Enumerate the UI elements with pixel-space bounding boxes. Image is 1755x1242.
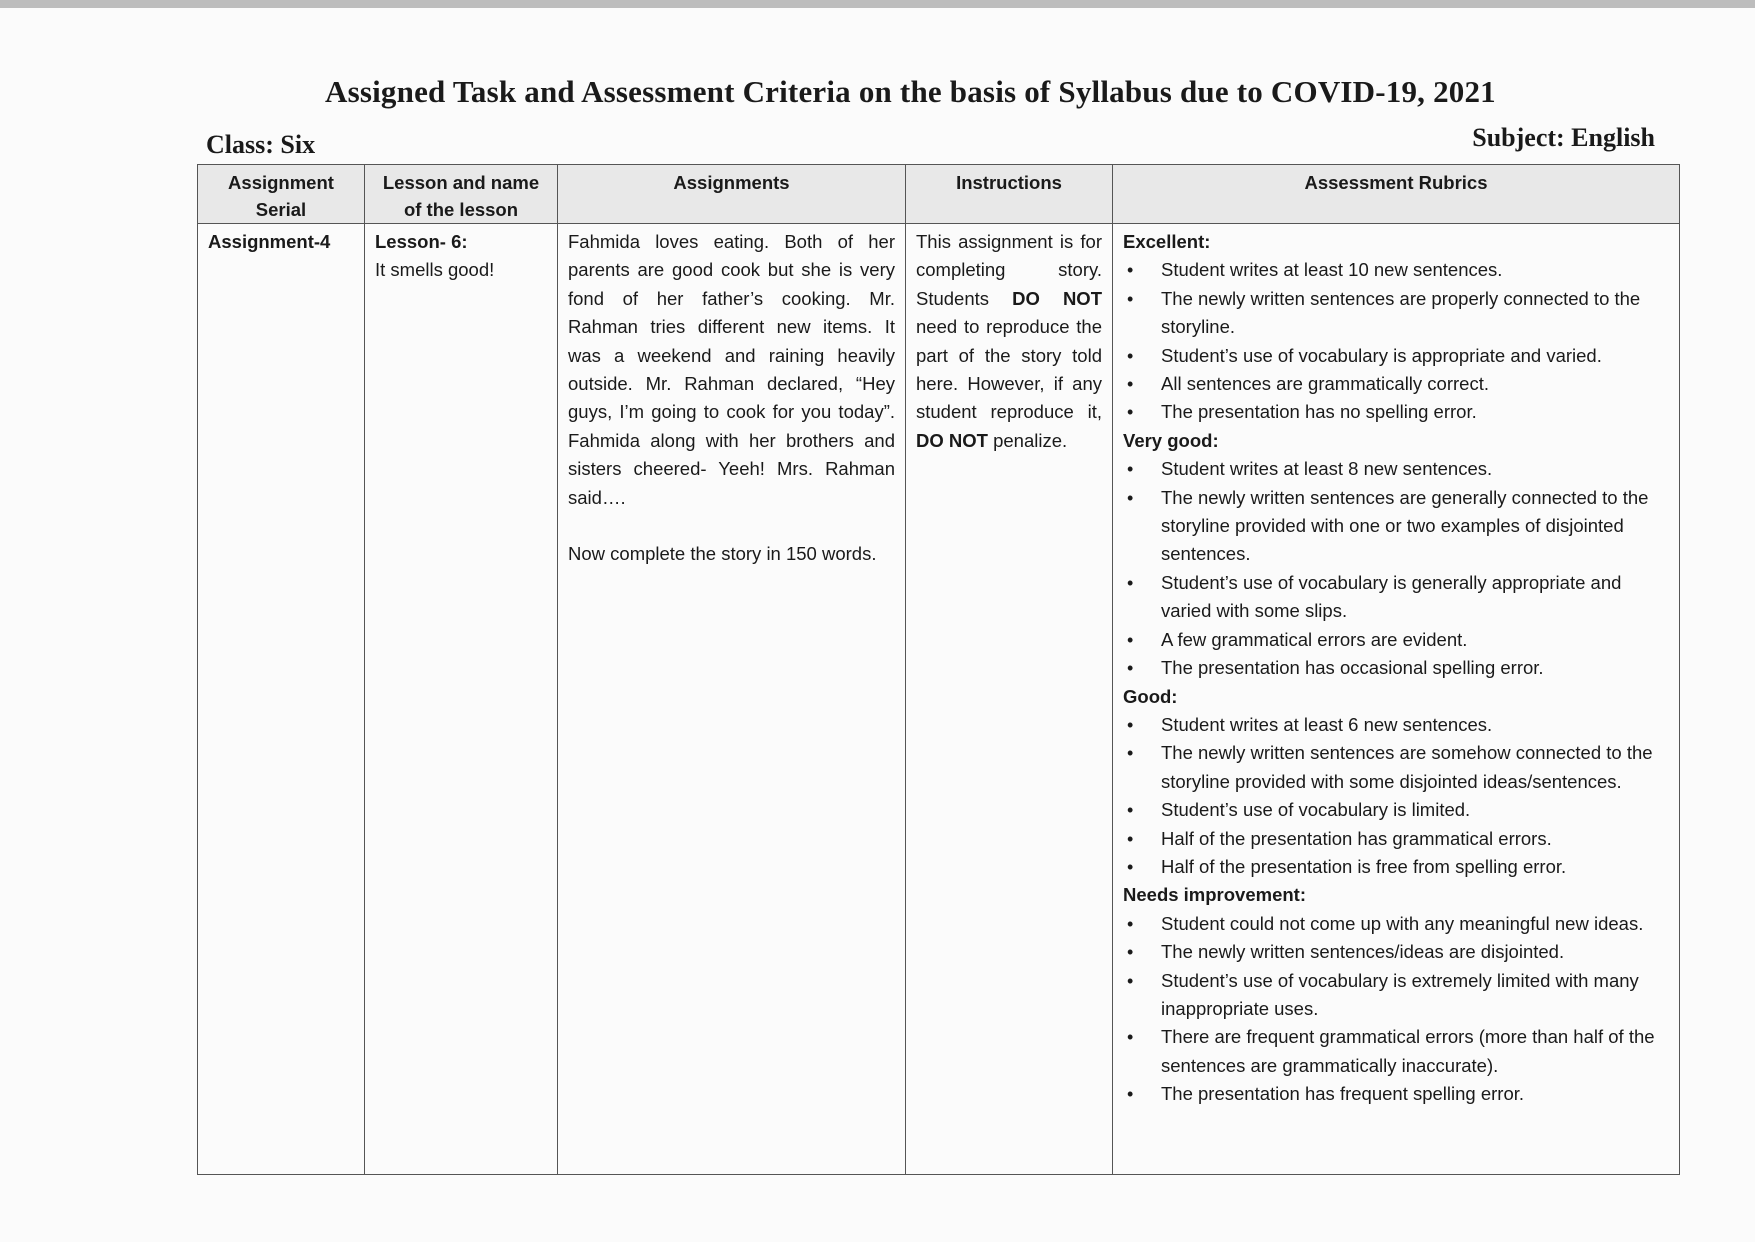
cell-assignment-serial	[198, 224, 365, 1175]
assignment-serial: Assignment-4	[208, 231, 331, 252]
list-item: • The newly written sentences/ideas are disjointed.	[1123, 938, 1669, 966]
lesson-number: Lesson- 6:	[375, 231, 468, 252]
list-item: • Half of the presentation is free from spelling error.	[1123, 853, 1669, 881]
table-header-row	[198, 165, 1680, 224]
rubric-label-good: Good:	[1123, 685, 1178, 707]
list-item: • The newly written sentences are somehow connected to the storyline provided with some disjointed ideas/sentences.	[1123, 739, 1669, 796]
header-lesson: Lesson and name of the lesson	[365, 165, 558, 224]
list-item: • Student’s use of vocabulary is generally appropriate and varied with some slips.	[1123, 569, 1669, 626]
rubric-list-needs-improvement	[1123, 910, 1669, 1109]
rubric-list-very-good	[1123, 455, 1669, 682]
assignment-task: Now complete the story in 150 words.	[568, 543, 877, 565]
rubric-list-good	[1123, 711, 1669, 881]
subject-label: Subject: English	[1472, 123, 1655, 152]
table-row	[198, 224, 1680, 1175]
page-title: Assigned Task and Assessment Criteria on the basis of Syllabus due to COVID-19, 2021	[325, 74, 1496, 109]
header-instructions: Instructions	[906, 165, 1113, 224]
list-item: • Half of the presentation has grammatical errors.	[1123, 825, 1669, 853]
list-item: • All sentences are grammatically correct.	[1123, 370, 1669, 398]
rubric-label-excellent: Excellent:	[1123, 231, 1211, 252]
assessment-table	[197, 164, 1680, 1175]
cell-lesson	[365, 224, 558, 1175]
header-assessment-rubrics: Assessment Rubrics	[1113, 165, 1680, 224]
cell-assignments	[558, 224, 906, 1175]
class-label: Class: Six	[206, 130, 316, 159]
header-assignments: Assignments	[558, 165, 906, 224]
list-item: • Student’s use of vocabulary is appropriate and varied.	[1123, 342, 1669, 370]
lesson-name: It smells good!	[375, 259, 495, 281]
rubric-label-very-good: Very good:	[1123, 429, 1219, 451]
list-item: • The newly written sentences are properly connected to the storyline.	[1123, 285, 1669, 342]
list-item: • Student’s use of vocabulary is limited.	[1123, 796, 1669, 824]
instructions-text: This assignment is for completing story. Students DO NOT need to reproduce the part of the story told here. However, if any student reproduce it, DO NOT penalize.	[916, 231, 1102, 451]
rubric-label-needs-improvement: Needs improvement:	[1123, 884, 1306, 906]
scan-top-edge	[0, 0, 1755, 8]
assignment-story: Fahmida loves eating. Both of her parents are good cook but she is very fond of her father’s cooking. Mr. Rahman tries different new items. It was a weekend and raining heavily outside. Mr. Rahman declared, “Hey guys, I’m going to cook for you today”. Fahmida along with her brothers and sisters cheered- Yeeh! Mrs. Rahman said….	[568, 231, 895, 508]
list-item: • The newly written sentences are generally connected to the storyline provided with one or two examples of disjointed sentences.	[1123, 484, 1669, 569]
list-item: • Student writes at least 8 new sentences.	[1123, 455, 1669, 483]
list-item: • There are frequent grammatical errors (more than half of the sentences are grammatically inaccurate).	[1123, 1023, 1669, 1080]
cell-assessment-rubrics	[1113, 224, 1680, 1175]
rubric-list-excellent	[1123, 256, 1669, 426]
list-item: • The presentation has no spelling error.	[1123, 398, 1669, 426]
cell-instructions	[906, 224, 1113, 1175]
list-item: • The presentation has frequent spelling error.	[1123, 1080, 1669, 1108]
list-item: • Student writes at least 10 new sentences.	[1123, 256, 1669, 284]
list-item: • The presentation has occasional spelling error.	[1123, 654, 1669, 682]
list-item: • Student could not come up with any meaningful new ideas.	[1123, 910, 1669, 938]
list-item: • A few grammatical errors are evident.	[1123, 626, 1669, 654]
list-item: • Student writes at least 6 new sentences.	[1123, 711, 1669, 739]
header-assignment-serial: Assignment Serial	[198, 165, 365, 224]
list-item: • Student’s use of vocabulary is extremely limited with many inappropriate uses.	[1123, 967, 1669, 1024]
